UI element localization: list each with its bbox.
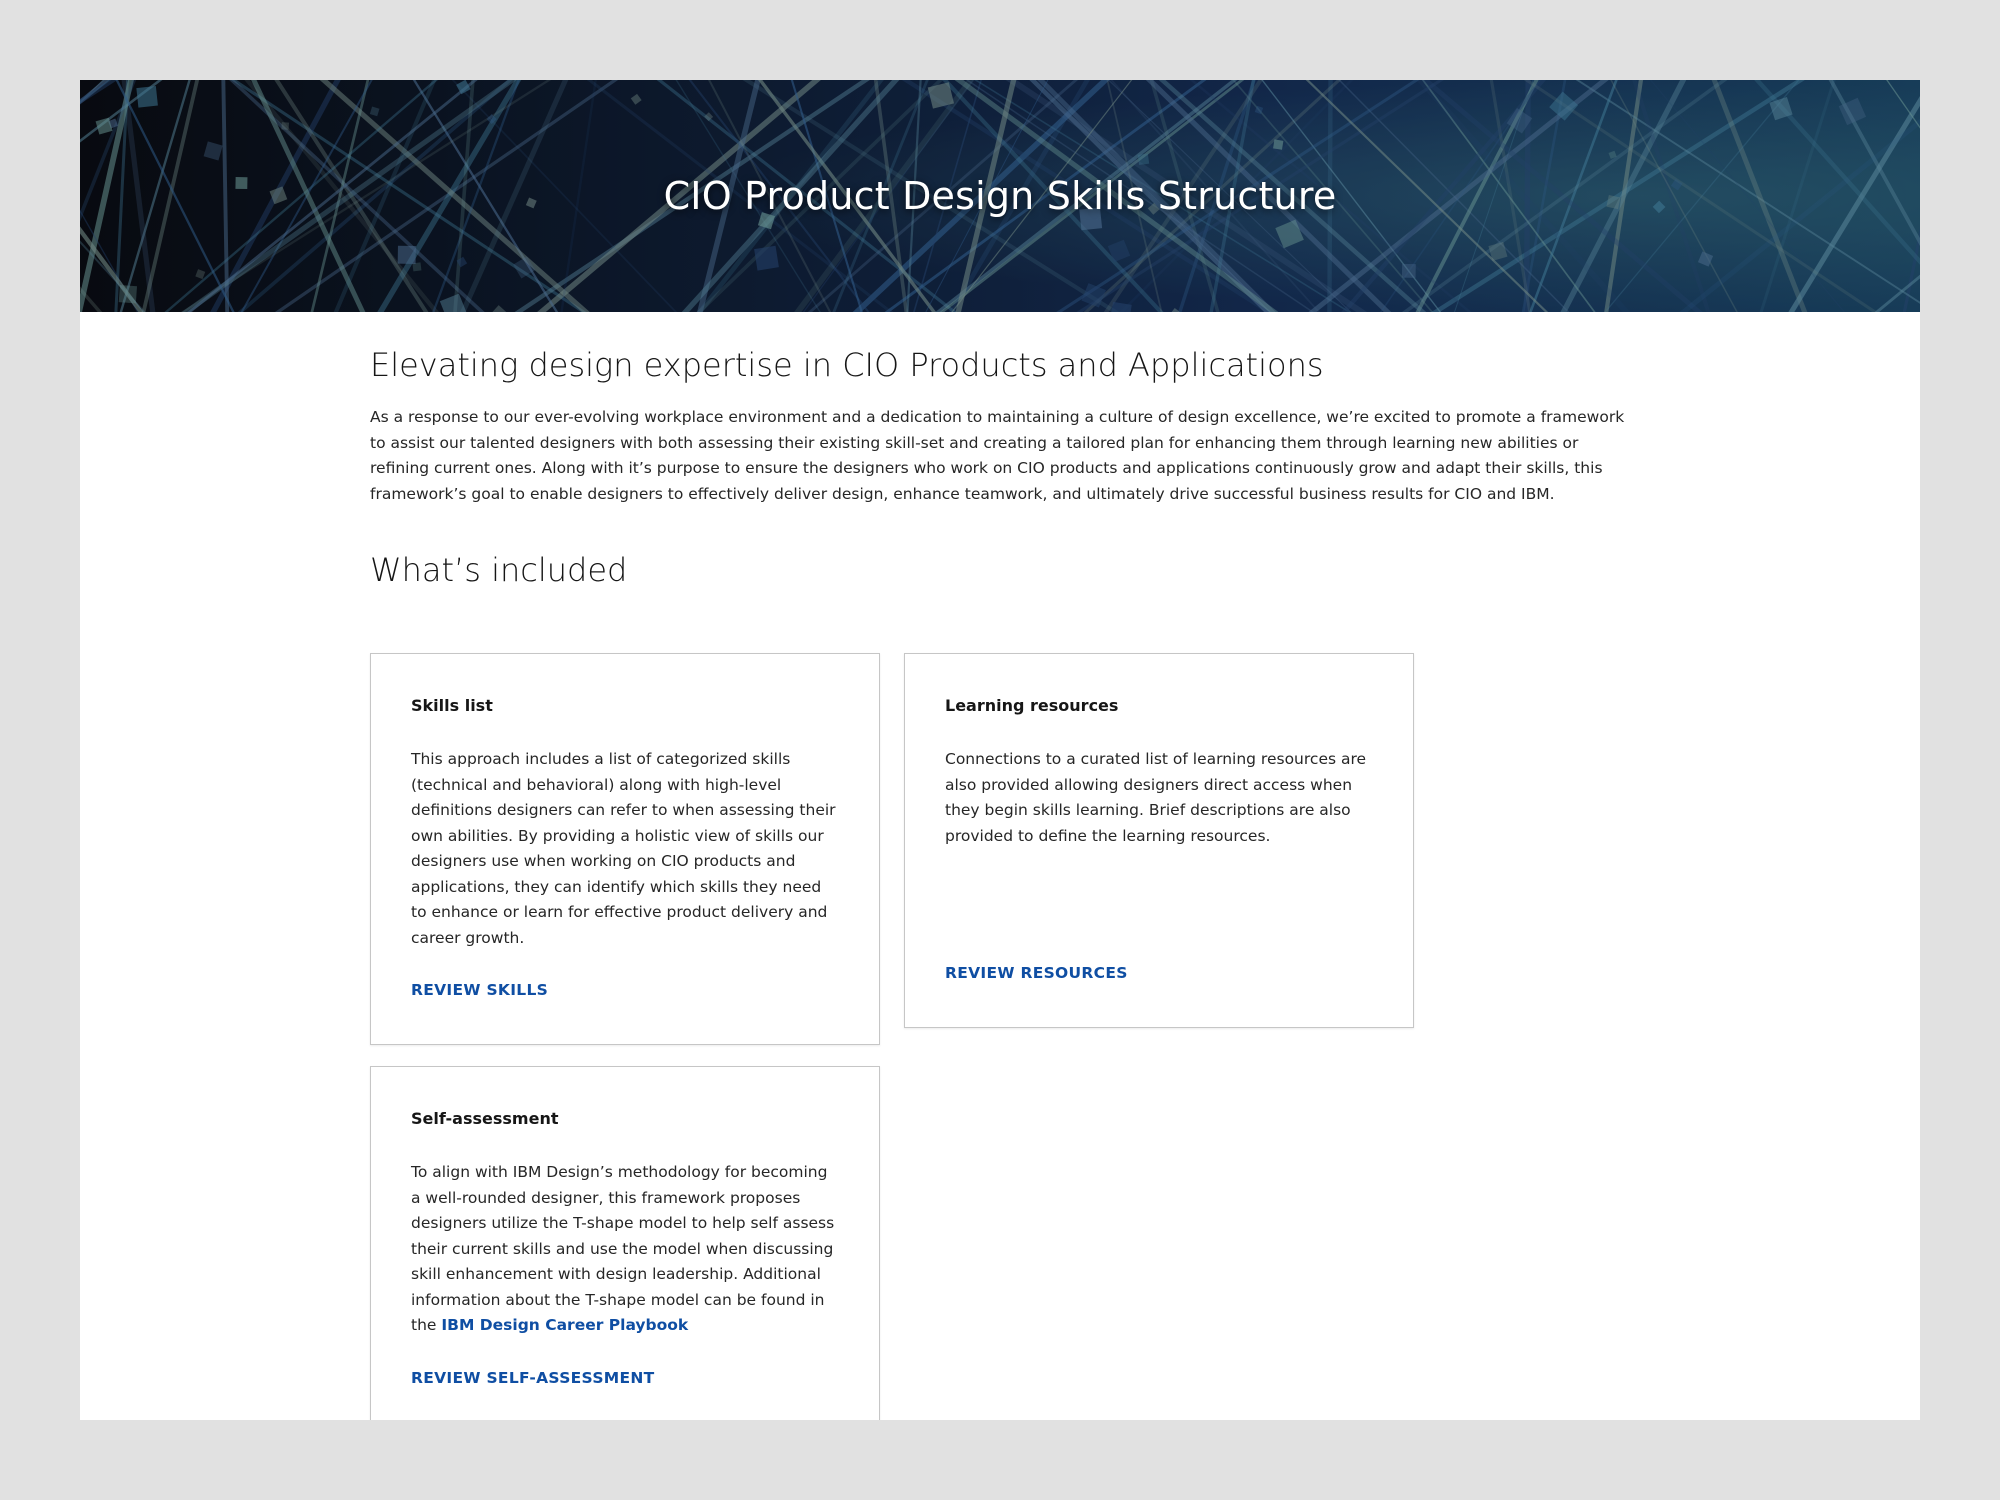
card-description bbox=[411, 1160, 839, 1339]
review-skills-link[interactable]: REVIEW SKILLS bbox=[411, 981, 549, 999]
learning-resources-card bbox=[904, 653, 1414, 1028]
card-description: Connections to a curated list of learning resources are also provided allowing designers direct access when they begin skills learning. Brief descriptions are also provided to define the learning resources. bbox=[945, 750, 1367, 845]
card-title: Skills list bbox=[411, 696, 493, 715]
page-title: CIO Product Design Skills Structure bbox=[663, 174, 1337, 218]
card-description-text: To align with IBM Design’s methodology for becoming a well-rounded designer, this framework proposes designers utilize the T-shape model to help self assess their current skills and use the model when discussing skill enhancement with design leadership. Additional information about the T-shape model can be found in the bbox=[411, 1163, 835, 1334]
review-self-assessment-link[interactable]: REVIEW SELF-ASSESSMENT bbox=[411, 1368, 655, 1387]
main-content bbox=[370, 345, 1630, 627]
hero-banner bbox=[80, 80, 1920, 312]
card-title: Learning resources bbox=[945, 696, 1119, 715]
review-resources-link[interactable]: REVIEW RESOURCES bbox=[945, 964, 1128, 982]
skills-list-card bbox=[370, 653, 880, 1045]
intro-paragraph: As a response to our ever-evolving workplace environment and a dedication to maintaining a culture of design excellence, we’re excited to promote a framework to assist our talented designers with both assessing their existing skill-set and creating a tailored plan for enhancing them through learning new abilities or refining current ones. Along with it’s purpose to ensure the designers who work on CIO products and applications continuously grow and adapt their skills, this framework’s goal to enable designers to effectively deliver design, enhance teamwork, and ultimately drive successful business results for CIO and IBM. bbox=[370, 408, 1625, 503]
card-title: Self-assessment bbox=[411, 1109, 559, 1128]
self-assessment-card bbox=[370, 1066, 880, 1420]
card-description: This approach includes a list of categorized skills (technical and behavioral) along with high-level definitions designers can refer to when assessing their own abilities. By providing a holistic view of skills our designers use when working on CIO products and applications, they can identify which skills they need to enhance or learn for effective product delivery and career growth. bbox=[411, 750, 836, 947]
ibm-design-career-playbook-link[interactable]: IBM Design Career Playbook bbox=[441, 1316, 689, 1334]
whats-included-heading: What’s included bbox=[370, 551, 628, 589]
page-container bbox=[80, 80, 1920, 1420]
intro-heading: Elevating design expertise in CIO Products and Applications bbox=[370, 346, 1324, 384]
